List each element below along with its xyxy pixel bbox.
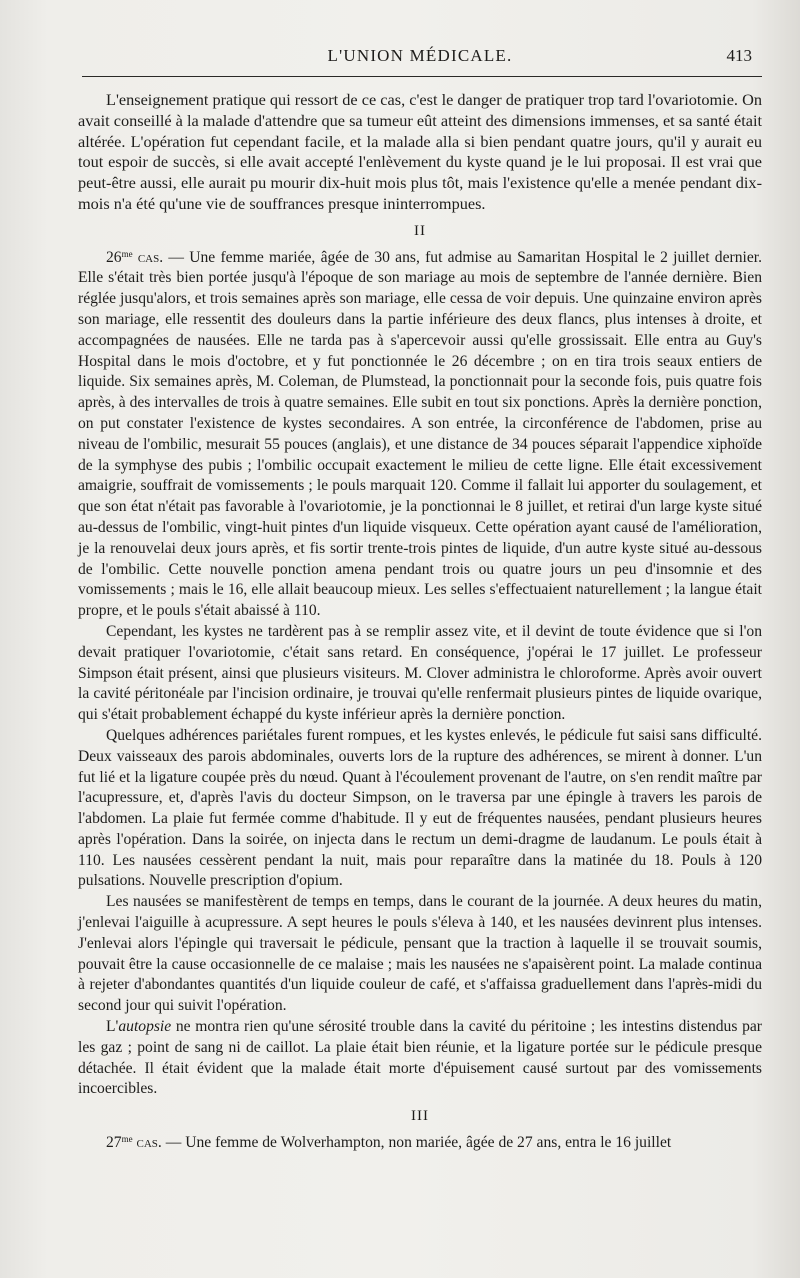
paragraph-conclusion: L'enseignement pratique qui ressort de ce cas, c'est le danger de pratiquer trop tard l'ovariotomie. On avait conseillé à la malade d'attendre que sa tumeur eût atteint des dimensions immenses, et sa santé était altérée. L'opération fut cependant facile, et la malade alla si bien pendant quatre jours, qu'il y aurait eu tout espoir de succès, si elle avait accepté l'enlèvement du kyste quand je le lui proposai. Il est vrai que peut-être aussi, elle aurait pu mourir dix-huit mois plus tôt, mais l'existence qu'elle a menée pendant dix-mois n'a été qu'une vie de souffrances presque ininterrompues. [78, 90, 762, 213]
autopsy-term: autopsie [118, 1018, 172, 1036]
section-heading-ii: II [414, 222, 426, 239]
case-number: 27 [106, 1134, 122, 1152]
paragraph-adhesions: Quelques adhérences pariétales furent rompues, et les kystes enlevés, le pédicule fut saisi sans difficulté. Deux vaisseaux des parois abdominales, ouverts lors de la rupture des adhérences, se mirent à donner. L'un fut lié et la ligature coupée près du nœud. Quant à l'écoulement provenant de l'autre, on s'en rendit maître par l'acupressure, et, d'après l'avis du docteur Simpson, on le traversa par une épingle à travers les parois de l'abdomen. La plaie fut fermée comme d'habitude. Il y eut de fréquentes nausées, pendant plusieurs heures après l'opération. Dans la soirée, on injecta dans le rectum un demi-dragme de laudanum. Le pouls était à 110. Les nausées cessèrent pendant la nuit, mais pour reparaître dans la matinée du 18. Pouls à 120 pulsations. Nouvelle prescription d'opium. [78, 726, 762, 890]
case-number: 26 [106, 248, 122, 266]
case-number-suffix: me [121, 1134, 133, 1145]
header-rule [82, 76, 762, 77]
page-header [78, 46, 762, 74]
paragraph-autopsy [78, 1017, 762, 1100]
case-label: cas. [136, 1134, 162, 1152]
running-title: L'UNION MÉDICALE. [327, 46, 513, 65]
case-number-suffix: me [121, 248, 133, 259]
autopsy-prefix: L' [106, 1018, 119, 1036]
case-text: — Une femme mariée, âgée de 30 ans, fut admise au Samaritan Hospital le 2 juillet dernier. Elle s'était très bien portée jusqu'à l'époque de son mariage au mois de septembre de l'année dernière. Bien réglée jusqu'alors, et trois semaines après son mariage, elle cessa de voir depuis. Une quinzaine environ après son mariage, elle ressentit des douleurs dans la partie inférieure des deux flancs, plus intenses à droite, et accompagnées de nausées. Elle ne tarda pas à s'apercevoir aussi qu'elle grossissait. Elle entra au Guy's Hospital dans le mois d'octobre, et y fut ponctionnée le 26 décembre ; on en tira trois seaux entiers de liquide. Six semaines après, M. Coleman, de Plumstead, la ponctionnait pour la seconde fois, puis quatre fois après, à des intervalles de trois à quatre semaines. Elle subit en tout six ponctions. Après la dernière ponction, on put constater l'existence de kystes secondaires. A son entrée, la circonférence de l'abdomen, prise au niveau de l'ombilic, mesurait 55 pouces (anglais), et une distance de 34 pouces séparait l'appendice xiphoïde de la symphyse des pubis ; l'ombilic occupait exactement le milieu de cette ligne. Elle était excessivement amaigrie, souffrait de vomissements ; le pouls marquait 120. Comme il fallait lui apporter du soulagement, et que son état n'était pas favorable à l'ovariotomie, je la ponctionnai le 8 juillet, et retirai d'un large kyste situé au-dessus de l'ombilic, vingt-huit pintes d'un liquide visqueux. Cette opération ayant causé de l'amélioration, je la renouvelai deux jours après, et fis sortir trente-trois pintes de liquide, d'un autre kyste situé au-dessous de l'ombilic. Cette nouvelle ponction amena pendant trois ou quatre jours un peu d'insomnie et des vomissements ; mais le 16, elle allait beaucoup mieux. Les selles s'effectuaient naturellement ; la langue était propre, et le pouls s'était abaissé à 110. [78, 248, 762, 620]
paragraph-nausea: Les nausées se manifestèrent de temps en temps, dans le courant de la journée. A deux heures du matin, j'enlevai l'aiguille à acupressure. A sept heures le pouls s'éleva à 140, et les nausées devinrent plus intenses. J'enlevai alors l'épingle qui traversait le pédicule, pensant que la traction à laquelle il se trouvait soumis, pouvait être la cause occasionnelle de ce malaise ; mais les nausées ne s'apaisèrent point. La malade continua à rejeter d'abondantes quantités d'un liquide couleur de café, et s'affaissa graduellement dans l'après-midi du second jour qui suivit l'opération. [78, 893, 762, 1015]
case-label: cas. [137, 248, 164, 266]
paragraph-operation: Cependant, les kystes ne tardèrent pas à se remplir assez vite, et il devint de toute évidence que si l'on devait pratiquer l'ovariotomie, c'était sans retard. En conséquence, j'opérai le 17 juillet. Le professeur Simpson était présent, ainsi que plusieurs visiteurs. M. Clover administra le chloroforme. Après avoir ouvert la cavité péritonéale par l'incision ordinaire, je trouvai qu'elle renfermait plusieurs pintes de liquide ovarique, qui s'était probablement échappé du kyste inférieur après la dernière ponction. [78, 622, 762, 724]
paragraph-case-26 [78, 248, 762, 622]
body-text [78, 90, 762, 1154]
paragraph-case-27 [78, 1133, 762, 1154]
autopsy-text: ne montra rien qu'une sérosité trouble dans la cavité du péritoine ; les intestins distendus par les gaz ; point de sang ni de caillot. La plaie était bien réunie, et la ligature portée sur le pédicule presque détachée. Il était évident que la malade était morte d'épuisement causé surtout par des vomissements incoercibles. [78, 1018, 762, 1098]
page-number: 413 [726, 46, 752, 65]
section-heading-iii: III [411, 1108, 429, 1125]
case-text: — Une femme de Wolverhampton, non mariée, âgée de 27 ans, entra le 16 juillet [165, 1134, 672, 1152]
